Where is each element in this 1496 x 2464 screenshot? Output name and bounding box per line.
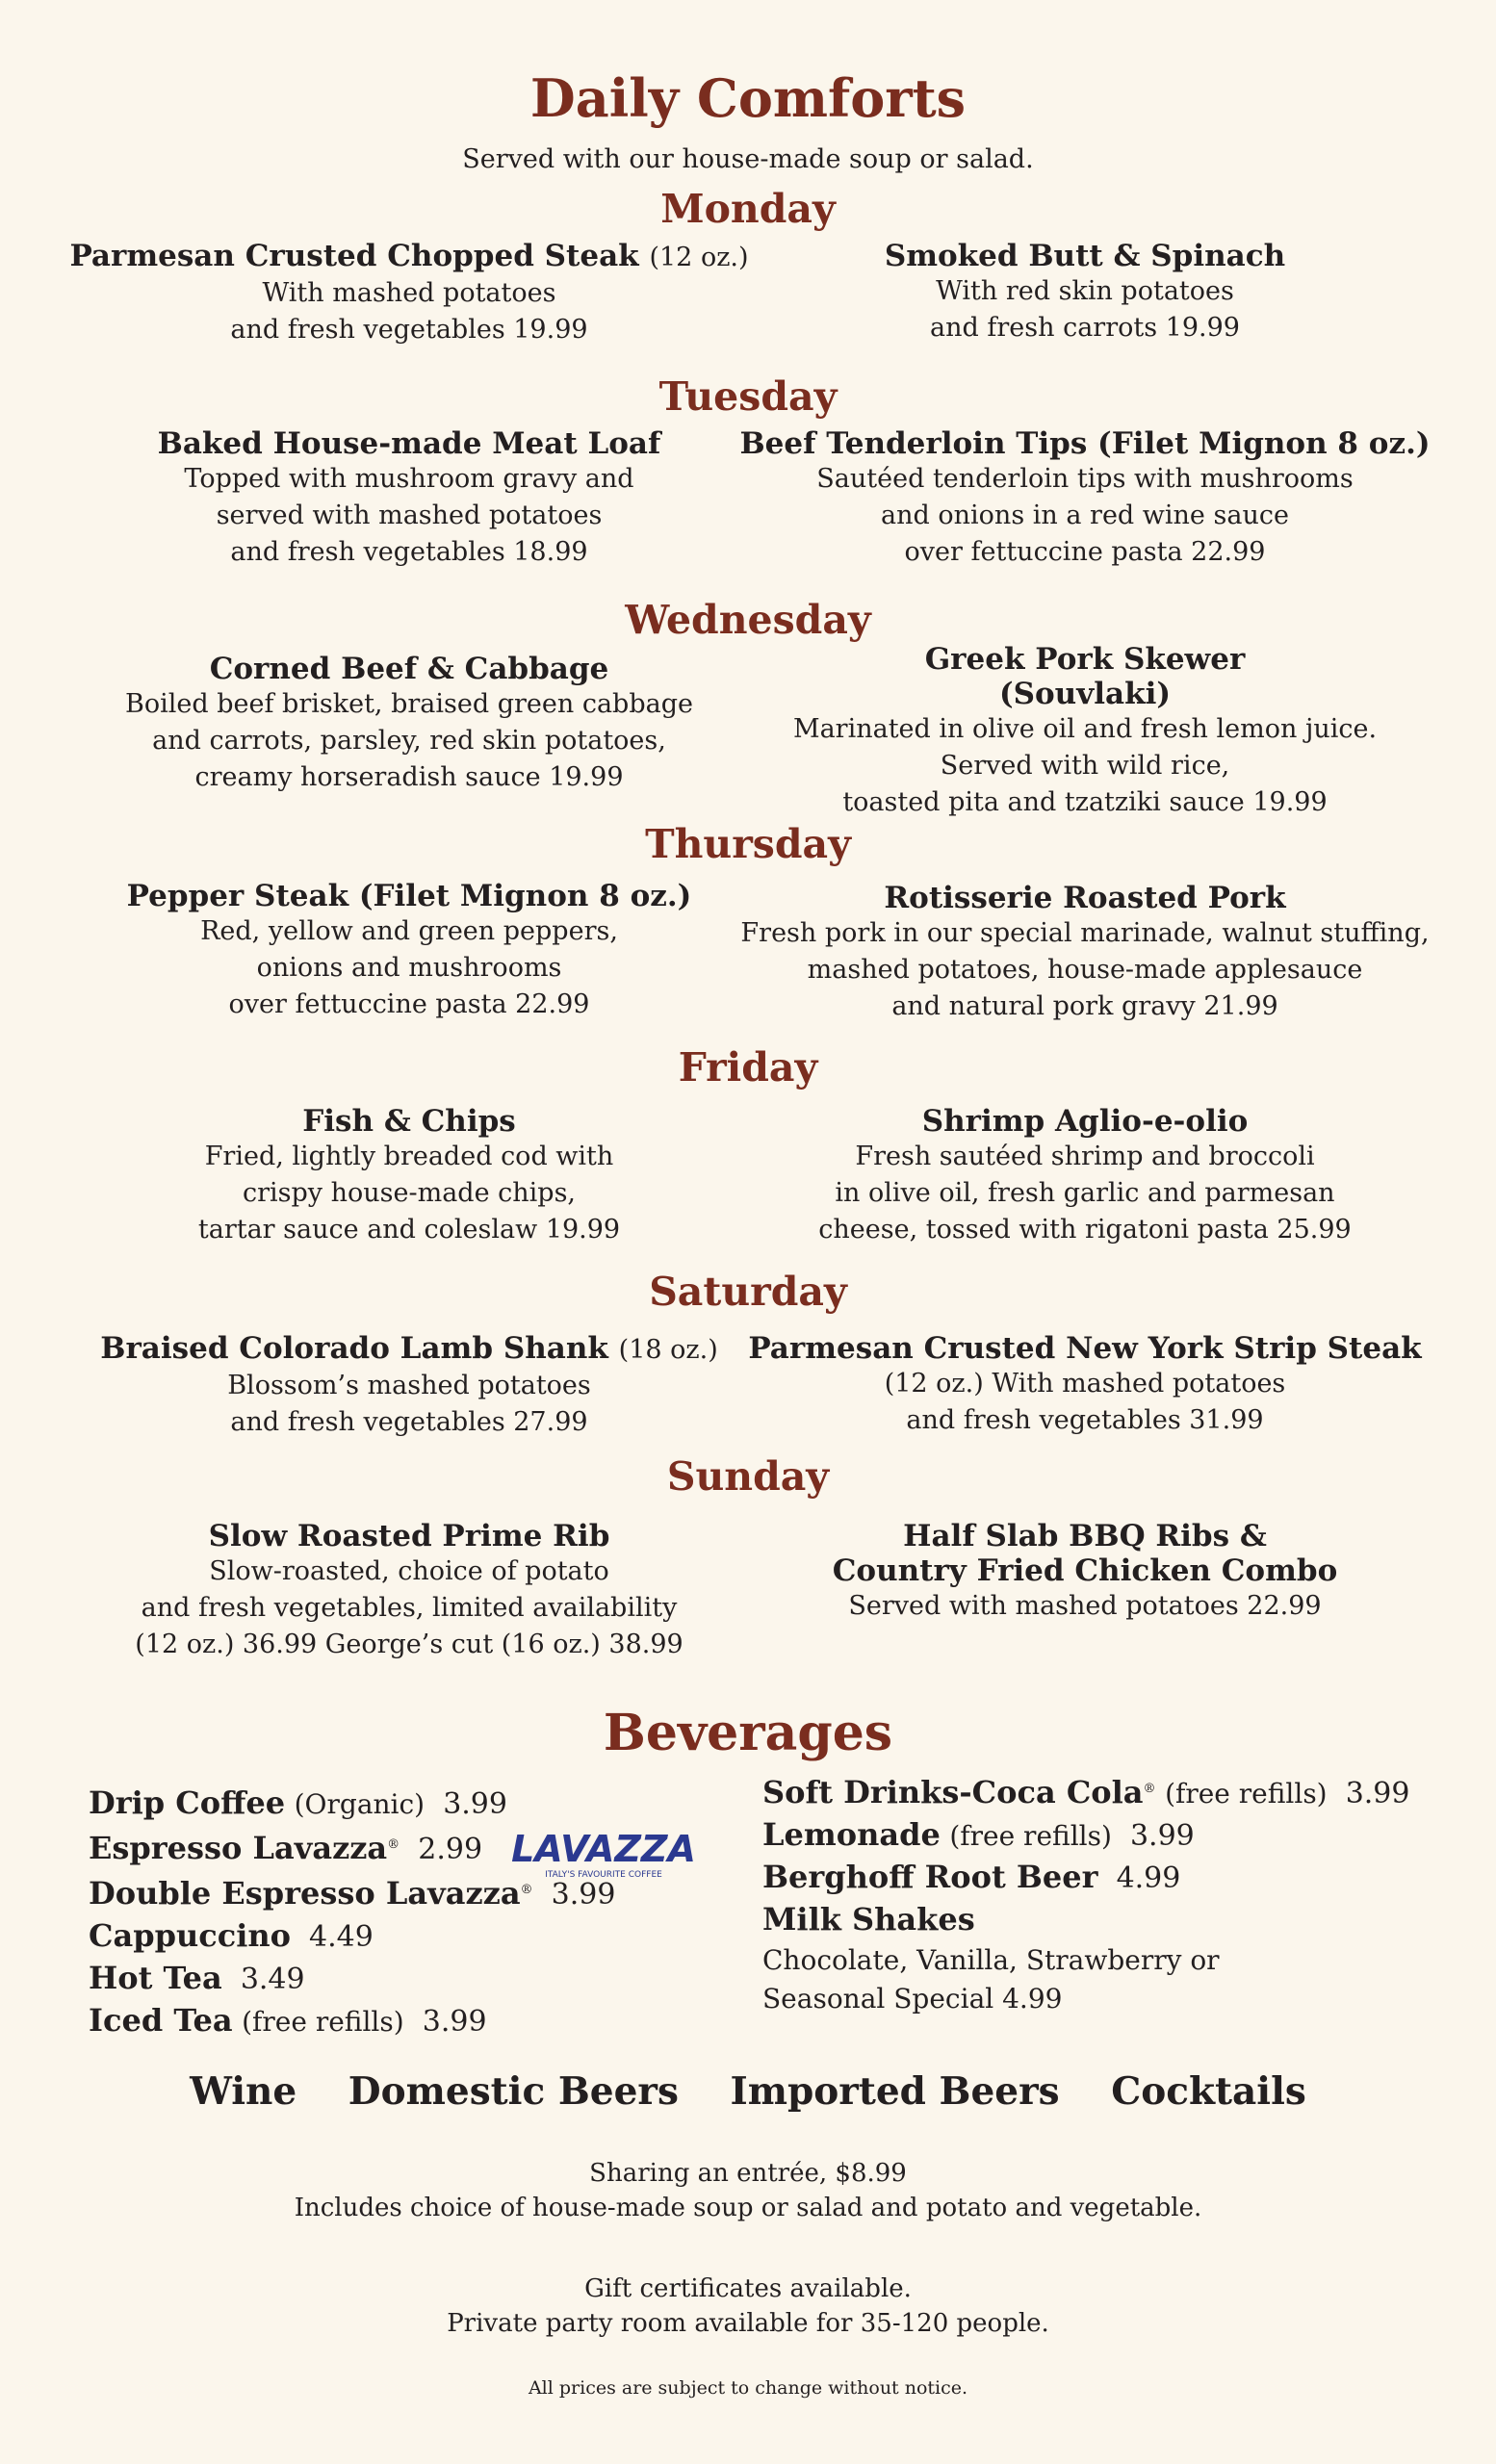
milkshake-desc-line: Seasonal Special 4.99: [762, 1983, 1063, 2015]
registered-mark: ®: [520, 1883, 533, 1897]
item-name: Smoked Butt & Spinach: [884, 239, 1286, 273]
drink-category: Cocktails: [1111, 2069, 1306, 2114]
day-heading-friday: Friday: [678, 1044, 818, 1091]
item-name-line2: Country Fried Chicken Combo: [832, 1553, 1338, 1588]
page-title: Daily Comforts: [529, 67, 967, 129]
item-desc-line: onions and mushrooms: [256, 953, 562, 983]
page-subtitle: Served with our house-made soup or salad.: [462, 144, 1034, 174]
item-name: Shrimp Aglio-e-olio: [921, 1104, 1249, 1139]
item-name: Beef Tenderloin Tips (Filet Mignon 8 oz.): [739, 426, 1431, 461]
beverage-price: 3.49: [240, 1963, 305, 1996]
item-desc-line: Served with wild rice,: [940, 751, 1230, 781]
item-desc-line: Fried, lightly breaded cod with: [204, 1142, 614, 1171]
item-name: Half Slab BBQ Ribs &: [903, 1519, 1267, 1553]
beverages-right-list: [762, 1769, 1409, 2018]
item-desc-line: tartar sauce and coleslaw 19.99: [197, 1215, 621, 1245]
item-desc-line: Fresh pork in our special marinade, walnut stuffing,: [740, 918, 1430, 948]
beverage-name: Cappuccino: [89, 1917, 291, 1954]
note-line: Includes choice of house-made soup or salad and potato and vegetable.: [294, 2194, 1202, 2222]
item-name: Braised Colorado Lamb Shank: [100, 1331, 608, 1366]
beverage-price: 4.99: [1116, 1861, 1181, 1895]
item-desc-line: toasted pita and tzatziki sauce 19.99: [842, 787, 1328, 817]
menu-item: [729, 426, 1441, 571]
day-heading-monday: Monday: [660, 186, 836, 232]
beverage-price: 3.99: [1129, 1819, 1195, 1853]
beverage-price: 4.49: [309, 1920, 374, 1954]
item-name-line2: (Souvlaki): [998, 677, 1172, 711]
item-desc-line: Red, yellow and green peppers,: [200, 916, 618, 946]
item-desc-line: and onions in a red wine sauce: [881, 500, 1289, 530]
sharing-note: [0, 2156, 1496, 2225]
beverage-item: [762, 1857, 1409, 1899]
beverage-item: [89, 1783, 615, 1825]
item-desc-line: Fresh sautéed shrimp and broccoli: [855, 1142, 1315, 1171]
item-desc-line: and fresh vegetables, limited availability: [141, 1593, 678, 1623]
beverage-note: (Organic): [294, 1788, 426, 1820]
day-heading-saturday: Saturday: [649, 1269, 847, 1315]
item-desc-line: and fresh carrots 19.99: [930, 313, 1240, 343]
item-desc-line: over fettuccine pasta 22.99: [228, 989, 590, 1019]
beverage-item: [762, 1814, 1409, 1857]
lavazza-logo: [511, 1827, 696, 1881]
registered-mark: ®: [387, 1837, 400, 1852]
item-desc-line: and fresh vegetables 18.99: [230, 537, 588, 567]
item-desc-line: Slow-roasted, choice of potato: [209, 1556, 609, 1586]
beverage-name: Soft Drinks-Coca Cola: [762, 1774, 1144, 1810]
beverage-price: 3.99: [551, 1878, 616, 1912]
item-desc-line: mashed potatoes, house-made applesauce: [807, 955, 1363, 985]
item-desc-line: (12 oz.) 36.99 George’s cut (16 oz.) 38.99: [135, 1630, 684, 1659]
note-line: Gift certificates available.: [584, 2274, 912, 2303]
item-desc-line: crispy house-made chips,: [242, 1178, 577, 1208]
item-desc-line: Boiled beef brisket, braised green cabbage: [125, 689, 693, 719]
menu-item: [729, 881, 1441, 1025]
item-desc-line: cheese, tossed with rigatoni pasta 25.99: [818, 1215, 1352, 1245]
item-name: Fish & Chips: [302, 1104, 516, 1139]
item-name: Baked House-made Meat Loaf: [157, 426, 661, 461]
menu-item: [729, 1331, 1441, 1439]
item-name: Pepper Steak (Filet Mignon 8 oz.): [126, 879, 692, 913]
beverage-item: [762, 1899, 1409, 1941]
item-desc-line: Sautéed tenderloin tips with mushrooms: [816, 464, 1354, 494]
menu-item: [53, 879, 765, 1023]
item-desc-line: over fettuccine pasta 22.99: [904, 537, 1266, 567]
menu-item: [53, 652, 765, 796]
price-disclaimer: All prices are subject to change without notice.: [528, 2377, 968, 2399]
lavazza-logo-word: LAVAZZA: [511, 1828, 696, 1870]
menu-item: [53, 1519, 765, 1663]
beverage-price: 3.99: [1345, 1777, 1410, 1810]
item-desc-line: and carrots, parsley, red skin potatoes,: [152, 726, 666, 756]
beverage-name: Iced Tea: [89, 2002, 233, 2039]
beverage-name: Espresso Lavazza: [89, 1830, 388, 1866]
item-name: Corned Beef & Cabbage: [209, 652, 609, 686]
item-name: Rotisserie Roasted Pork: [884, 881, 1286, 915]
day-heading-wednesday: Wednesday: [625, 597, 871, 643]
menu-item: [53, 426, 765, 571]
day-heading-sunday: Sunday: [666, 1453, 830, 1500]
item-desc-line: and natural pork gravy 21.99: [891, 991, 1278, 1021]
item-desc-line: in olive oil, fresh garlic and parmesan: [835, 1178, 1335, 1208]
beverage-price: 3.99: [443, 1787, 507, 1821]
beverage-note: (free refills): [1165, 1778, 1328, 1810]
beverage-price: 2.99: [418, 1833, 483, 1866]
item-name: Slow Roasted Prime Rib: [208, 1519, 610, 1553]
item-desc-line: served with mashed potatoes: [216, 500, 603, 530]
item-name: Parmesan Crusted Chopped Steak: [69, 239, 639, 273]
beverage-item: [89, 2000, 615, 2042]
item-name: Parmesan Crusted New York Strip Steak: [748, 1331, 1422, 1366]
beverage-note: (free refills): [242, 2006, 404, 2038]
item-desc-line: Topped with mushroom gravy and: [184, 464, 634, 494]
beverages-left-list: [89, 1783, 615, 2042]
item-desc-line: and fresh vegetables 27.99: [230, 1407, 588, 1437]
item-desc-line: With mashed potatoes: [262, 278, 556, 308]
menu-item: [729, 1519, 1441, 1625]
item-desc-line: creamy horseradish sauce 19.99: [194, 762, 624, 792]
note-line: Sharing an entrée, $8.99: [589, 2159, 907, 2188]
day-heading-tuesday: Tuesday: [658, 373, 838, 420]
item-desc-line: Blossom’s mashed potatoes: [227, 1371, 591, 1400]
beverage-name: Milk Shakes: [762, 1901, 975, 1938]
drink-category: Imported Beers: [730, 2069, 1060, 2114]
item-desc-line: Marinated in olive oil and fresh lemon juice.: [792, 714, 1378, 744]
drink-categories: [0, 2069, 1496, 2114]
note-line: Private party room available for 35-120 people.: [447, 2309, 1049, 2338]
item-desc-line: and fresh vegetables 19.99: [230, 315, 588, 345]
menu-item: [729, 642, 1441, 821]
registered-mark: ®: [1143, 1782, 1156, 1796]
item-desc-line: With red skin potatoes: [936, 276, 1234, 306]
milkshake-desc-line: Chocolate, Vanilla, Strawberry or: [762, 1944, 1220, 1976]
beverage-item: [89, 1958, 615, 2000]
item-size: (12 oz.): [649, 243, 749, 272]
drink-category: Domestic Beers: [348, 2069, 679, 2114]
item-desc-line: Served with mashed potatoes 22.99: [848, 1591, 1322, 1621]
beverage-note: (free refills): [949, 1820, 1112, 1852]
beverage-name: Lemonade: [762, 1816, 941, 1853]
item-name: Greek Pork Skewer: [924, 642, 1246, 677]
item-desc-line: and fresh vegetables 31.99: [906, 1405, 1264, 1435]
beverage-item: [762, 1769, 1409, 1814]
beverage-price: 3.99: [422, 2005, 487, 2039]
beverage-item: [89, 1915, 615, 1958]
menu-item: [53, 1104, 765, 1248]
menu-item: [729, 239, 1441, 346]
item-desc-line: (12 oz.) With mashed potatoes: [884, 1369, 1286, 1399]
lavazza-logo-tagline: ITALY'S FAVOURITE COFFEE: [545, 1870, 662, 1880]
beverage-name: Double Espresso Lavazza: [89, 1875, 521, 1912]
beverages-title: Beverages: [603, 1704, 893, 1762]
beverage-name: Berghoff Root Beer: [762, 1859, 1098, 1895]
item-size: (18 oz.): [618, 1335, 718, 1365]
menu-item: [729, 1104, 1441, 1248]
drink-category: Wine: [190, 2069, 297, 2114]
beverage-name: Drip Coffee: [89, 1784, 286, 1821]
day-heading-thursday: Thursday: [645, 821, 851, 867]
beverage-name: Hot Tea: [89, 1960, 222, 1996]
gift-note: [0, 2272, 1496, 2341]
menu-item: [53, 1331, 765, 1441]
menu-item: [53, 239, 765, 348]
